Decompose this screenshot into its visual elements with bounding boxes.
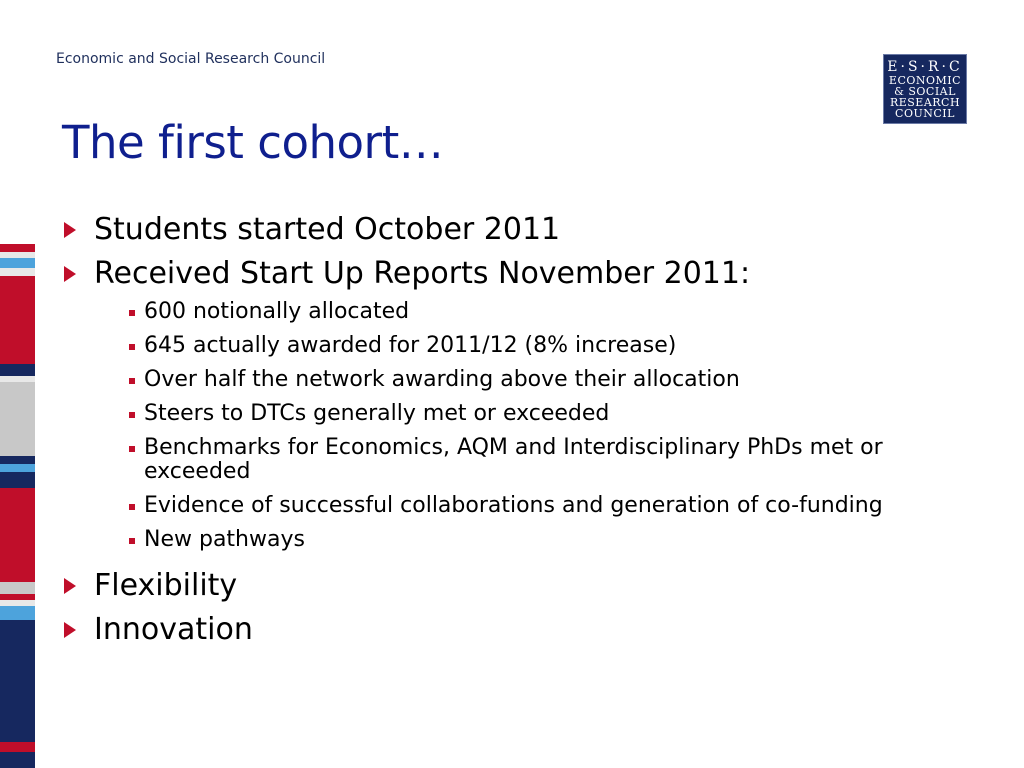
sub-bullet-item [62, 402, 984, 426]
triangle-bullet-icon [64, 578, 76, 594]
bullet-item [62, 566, 984, 606]
square-bullet-icon [129, 344, 135, 350]
logo-line: E·S·R·C [887, 58, 963, 75]
square-bullet-icon [129, 446, 135, 452]
sub-bullet-item [62, 528, 984, 552]
square-bullet-icon [129, 378, 135, 384]
logo-line: RESEARCH [889, 95, 961, 109]
bullet-text: Students started October 2011 [94, 212, 561, 247]
sub-bullet-text: Benchmarks for Economics, AQM and Interdisciplinary PhDs met or exceeded [144, 435, 883, 484]
bullet-item [62, 210, 984, 250]
sub-bullet-text: Over half the network awarding above their allocation [144, 367, 740, 392]
triangle-bullet-icon [64, 266, 76, 282]
bullet-item [62, 610, 984, 650]
bullet-list [62, 210, 984, 308]
square-bullet-icon [129, 538, 135, 544]
bullet-text: Flexibility [94, 568, 238, 603]
sub-bullet-text: Evidence of successful collaborations and generation of co-funding [144, 493, 883, 518]
slide-title: The first cohort… [62, 116, 444, 169]
sub-bullet-text: Steers to DTCs generally met or exceeded [144, 401, 610, 426]
bullet-text: Received Start Up Reports November 2011: [94, 256, 751, 291]
esrc-logo [883, 54, 967, 124]
sub-bullet-text: New pathways [144, 527, 305, 552]
bullet-item [62, 254, 984, 294]
sub-bullet-text: 645 actually awarded for 2011/12 (8% increase) [144, 333, 677, 358]
logo-line: ECONOMIC [888, 73, 962, 87]
square-bullet-icon [129, 504, 135, 510]
logo-line: & SOCIAL [894, 84, 956, 98]
sub-bullet-item [62, 300, 984, 324]
bullet-list-continued [62, 566, 984, 654]
sub-bullet-text: 600 notionally allocated [144, 299, 410, 324]
square-bullet-icon [129, 310, 135, 316]
sub-bullet-item [62, 334, 984, 358]
sub-bullet-list [62, 300, 984, 562]
organization-name: Economic and Social Research Council [56, 51, 326, 67]
sub-bullet-item [62, 436, 984, 484]
decorative-side-stripes [0, 244, 35, 768]
square-bullet-icon [129, 412, 135, 418]
bullet-text: Innovation [94, 612, 253, 647]
triangle-bullet-icon [64, 622, 76, 638]
sub-bullet-item [62, 368, 984, 392]
sub-bullet-item [62, 494, 984, 518]
logo-line: COUNCIL [895, 106, 955, 120]
triangle-bullet-icon [64, 222, 76, 238]
